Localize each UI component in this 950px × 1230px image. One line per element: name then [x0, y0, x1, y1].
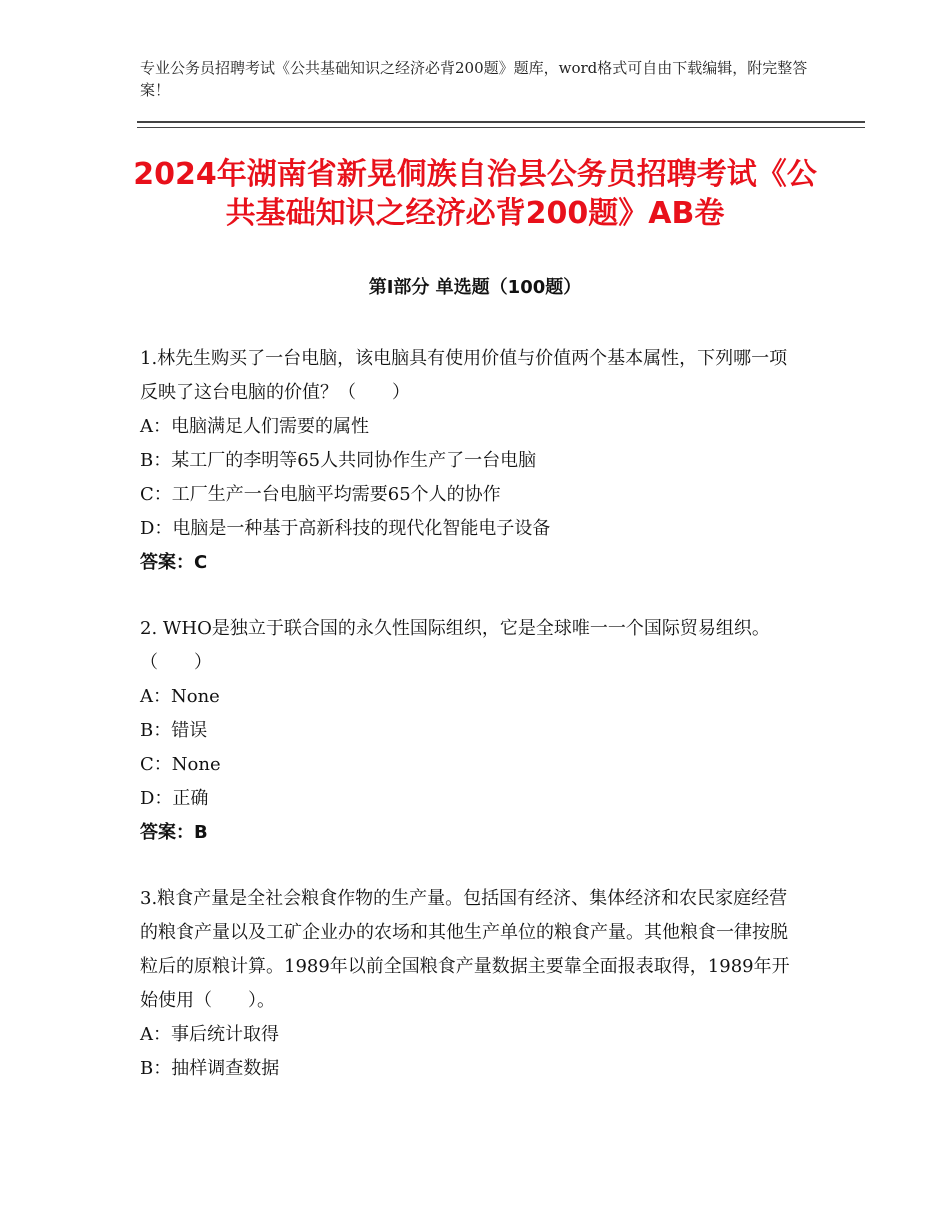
header-divider [137, 121, 865, 128]
header-note: 专业公务员招聘考试《公共基础知识之经济必背200题》题库，word格式可自由下载编辑，附完整答案！ [140, 59, 808, 99]
option-b: B：错误 [140, 720, 208, 741]
option-c: C：None [140, 754, 221, 775]
answer-line: 答案：C [140, 552, 208, 573]
option-b: B：抽样调查数据 [140, 1058, 280, 1079]
question-2 [140, 612, 800, 850]
option-a: A：事后统计取得 [140, 1024, 279, 1045]
answer-line: 答案：B [140, 822, 208, 843]
question-stem: 1.林先生购买了一台电脑，该电脑具有使用价值与价值两个基本属性，下列哪一项反映了这台电脑的价值？（ ） [140, 348, 788, 403]
question-3 [140, 882, 800, 1086]
option-d: D：正确 [140, 788, 209, 809]
option-a: A：电脑满足人们需要的属性 [140, 416, 369, 437]
section-title: 第Ⅰ部分 单选题（100题） [368, 277, 582, 298]
option-c: C：工厂生产一台电脑平均需要65个人的协作 [140, 484, 501, 505]
question-stem: 2. WHO是独立于联合国的永久性国际组织，它是全球唯一一个国际贸易组织。（ ） [140, 618, 770, 673]
question-stem: 3.粮食产量是全社会粮食作物的生产量。包括国有经济、集体经济和农民家庭经营的粮食产量以及工矿企业办的农场和其他生产单位的粮食产量。其他粮食一律按脱粒后的原粮计算。1989年以前全国粮食产量数据主要靠全面报表取得，1989年开始使用（ ）。 [140, 888, 790, 1011]
option-b: B：某工厂的李明等65人共同协作生产了一台电脑 [140, 450, 537, 471]
question-1 [140, 342, 800, 580]
option-a: A：None [140, 686, 220, 707]
option-d: D：电脑是一种基于高新科技的现代化智能电子设备 [140, 518, 551, 539]
question-list [140, 342, 800, 1118]
document-title: 2024年湖南省新晃侗族自治县公务员招聘考试《公共基础知识之经济必背200题》AB卷 [133, 157, 817, 231]
